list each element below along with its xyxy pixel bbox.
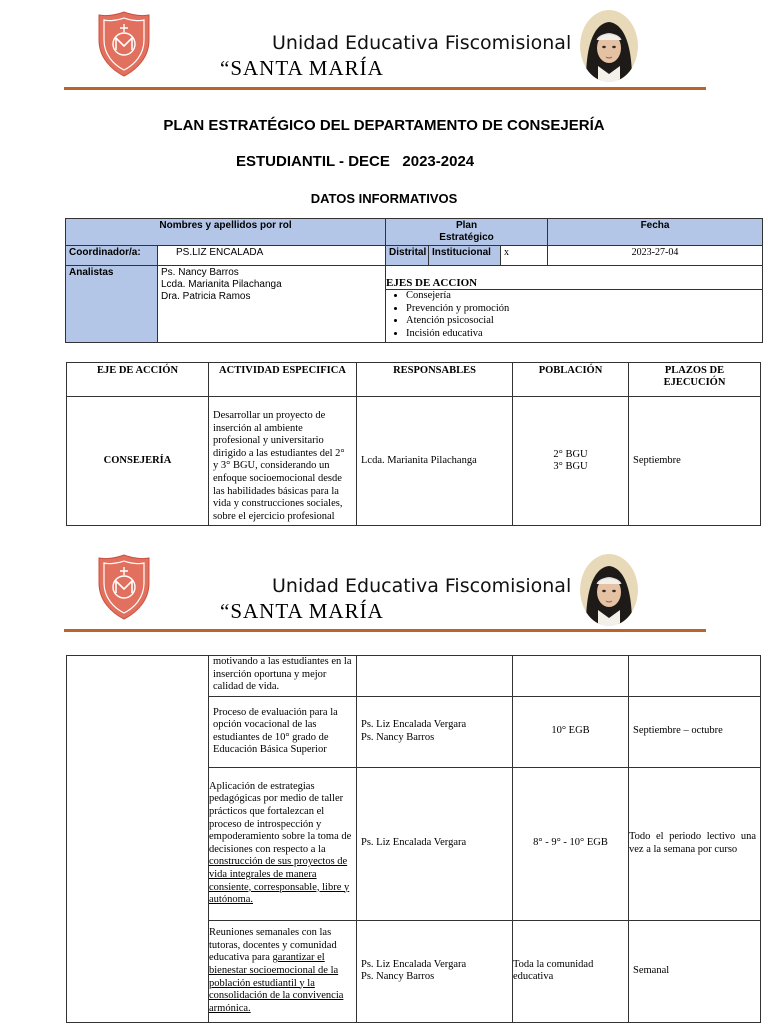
actividad-cell: motivando a las estudiantes en la inserción oportuna y mejor calidad de vida. — [209, 656, 357, 697]
page-title: PLAN ESTRATÉGICO DEL DEPARTAMENTO DE CONSEJERÍA — [163, 117, 605, 134]
empty-cell — [357, 656, 513, 697]
header-actividad: ACTIVIDAD ESPECIFICA — [209, 363, 357, 397]
analista-item: Dra. Patricia Ramos — [161, 291, 251, 302]
eje-item: • Atención psicosocial — [406, 315, 762, 328]
institucional-label: Institucional — [429, 246, 501, 266]
responsables-cell — [357, 920, 513, 1022]
plazos-cell: Todo el periodo lectivo una vez a la semana por curso — [629, 767, 761, 920]
coordinador-label: Coordinador/a: — [66, 246, 158, 266]
header-divider — [64, 87, 706, 90]
eje-consejeria: CONSEJERÍA — [67, 397, 209, 526]
header-poblacion: POBLACIÓN — [513, 363, 629, 397]
empty-cell — [629, 656, 761, 697]
school-crest-icon — [96, 553, 152, 621]
page-subtitle: ESTUDIANTIL - DECE 2023-2024 — [236, 153, 475, 170]
school-title: “SANTA MARÍA — [220, 599, 384, 623]
actividad-cell: Proceso de evaluación para la opción vocacional de las estudiantes de 10° grado de Educación Básica Superior — [209, 696, 357, 767]
founder-portrait-icon — [580, 10, 638, 82]
responsables-cell — [357, 696, 513, 767]
eje-cell-empty — [67, 656, 209, 1023]
analista-item: Lcda. Marianita Pilachanga — [161, 279, 282, 290]
plazos-cell: Septiembre — [629, 397, 761, 526]
actividad-cell — [209, 920, 357, 1022]
col-header-plan: Plan Estratégico — [386, 219, 548, 246]
responsables-cell: Ps. Liz Encalada Vergara — [357, 767, 513, 920]
poblacion-cell — [513, 397, 629, 526]
plazos-cell: Septiembre – octubre — [629, 696, 761, 767]
responsables-cell: Lcda. Marianita Pilachanga — [357, 397, 513, 526]
school-title: “SANTA MARÍA — [220, 56, 384, 80]
plazos-cell: Semanal — [629, 920, 761, 1022]
institucional-mark: x — [501, 246, 548, 266]
eje-item: • Consejería — [406, 290, 762, 303]
activities-table-continued — [66, 655, 761, 1023]
analistas-label: Analistas — [66, 266, 158, 343]
col-header-fecha: Fecha — [548, 219, 763, 246]
ejes-title: EJES DE ACCION — [386, 266, 762, 290]
school-name: Unidad Educativa Fiscomisional — [272, 575, 572, 597]
responsable-item: Ps. Nancy Barros — [361, 971, 435, 983]
actividad-cell: Desarrollar un proyecto de inserción al ambiente profesional y universitario dirigido a las estudiantes del 2° y 3° BGU, considerando un enfoque socioemocional desde las habilidades básicas para la vida y construcciones sociales, sobre el ejercicio profesional — [209, 397, 357, 526]
distrital-label: Distrital — [386, 246, 429, 266]
poblacion-cell: 10° EGB — [513, 696, 629, 767]
school-crest-icon — [96, 10, 152, 78]
poblacion-item: 2° BGU — [553, 448, 588, 460]
poblacion-item: 3° BGU — [553, 461, 588, 473]
col-header-names: Nombres y apellidos por rol — [66, 219, 386, 246]
actividad-text-underlined: construcción de sus proyectos de vida integrales de manera consiente, corresponsable, libre y autónoma. — [209, 856, 350, 906]
header-divider — [64, 629, 706, 632]
school-name: Unidad Educativa Fiscomisional — [272, 32, 572, 54]
datos-table — [65, 218, 763, 343]
section-heading: DATOS INFORMATIVOS — [310, 191, 458, 206]
analista-item: Ps. Nancy Barros — [161, 267, 239, 278]
eje-item: • Prevención y promoción — [406, 303, 762, 316]
actividad-text-underlined: garantizar el bienestar socioemocional de la población estudiantil y la consolidación de la convivencia armónica. — [209, 952, 344, 1014]
header-plazos: PLAZOS DE EJECUCIÓN — [629, 363, 761, 397]
founder-portrait-icon — [580, 554, 638, 626]
empty-cell — [513, 656, 629, 697]
actividad-text: Aplicación de estrategias pedagógicas por medio de taller prácticos que fortalezcan el proceso de introspección y empoderamiento sobre la toma de decisiones con respecto a la — [209, 780, 352, 855]
ejes-cell — [386, 266, 763, 343]
header-responsables: RESPONSABLES — [357, 363, 513, 397]
responsable-item: Ps. Liz Encalada Vergara — [361, 958, 467, 970]
poblacion-cell: 8° - 9° - 10° EGB — [513, 767, 629, 920]
actividad-text: Reuniones semanales con las tutoras, docentes y comunidad educativa para — [209, 927, 337, 964]
ejes-list — [386, 290, 762, 340]
activities-table — [66, 362, 761, 526]
poblacion-cell: Toda la comunidad educativa — [513, 920, 629, 1022]
header-eje: EJE DE ACCIÓN — [67, 363, 209, 397]
fecha-value: 2023-27-04 — [548, 246, 763, 266]
responsable-item: Ps. Liz Encalada Vergara — [361, 719, 467, 731]
eje-item: • Incisión educativa — [406, 328, 762, 341]
analistas-list — [158, 266, 386, 343]
responsable-item: Ps. Nancy Barros — [361, 731, 435, 743]
actividad-cell — [209, 767, 357, 920]
coordinador-value: PS.LIZ ENCALADA — [158, 246, 386, 266]
